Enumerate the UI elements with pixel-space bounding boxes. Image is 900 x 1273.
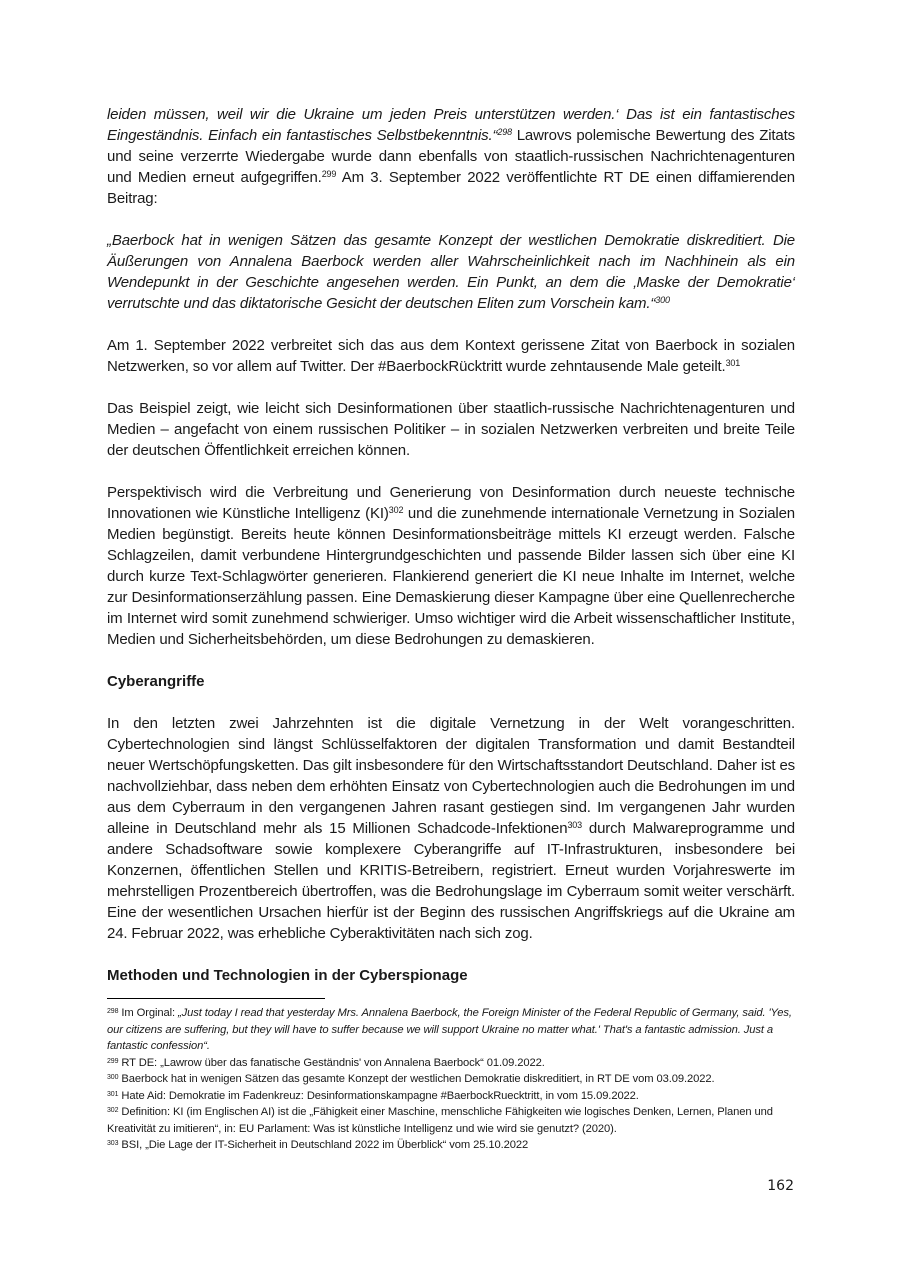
text: und die zunehmende internationale Vernetzung in Sozialen Medien begünstigt. Bereits heute können Desinformationsbeiträge mittels KI erzeugt werden. Falsche Schlagzeilen, damit verbundene Hintergrundgeschichten und passende Bilder lassen sich über eine KI durch kurze Text-Schlagwörter generieren. Flankierend generiert die KI neue Inhalte im Internet, welche zur Desinformationserzählung passen. Eine Demaskierung dieser Kampagne über eine Quellenrecherche im Internet wird somit zunehmend schwieriger. Umso wichtiger wird die Arbeit wissenschaftlicher Institute, Medien und Sicherheitsbehörden, um diese Bedrohungen zu demaskieren. (107, 505, 795, 648)
text: durch Malwareprogramme und andere Schadsoftware sowie komplexere Cyberangriffe auf IT-Infrastrukturen, insbesondere bei Konzernen, öffentlichen Stellen und KRITIS-Betreibern, registriert. Erneut wurden Vorjahreswerte im mehrstelligen Prozentbereich übertroffen, was die Bedrohungslage im Cyberraum somit weiter verschärft. Eine der wesentlichen Ursachen hierfür ist der Beginn des russischen Angriffskriegs auf die Ukraine am 24. Februar 2022, was erhebliche Cyberaktivitäten nach sich zog. (107, 820, 795, 942)
footnote-number: 300 (107, 1074, 119, 1081)
footnote-ref[interactable]: 301 (725, 358, 741, 368)
footnote-text: Im Orginal: (118, 1007, 179, 1019)
page-body (107, 104, 795, 1154)
text: Am 1. September 2022 verbreitet sich das aus dem Kontext gerissene Zitat von Baerbock in sozialen Netzwerken, so vor allem auf Twitter. Der #BaerbockRücktritt wurde zehntausende Male geteilt. (107, 337, 795, 375)
footnote-text: Hate Aid: Demokratie im Fadenkreuz: Desinformationskampagne #BaerbockRuecktritt, in vom 15.09.2022. (118, 1089, 639, 1102)
footnote-ref[interactable]: 303 (567, 820, 583, 830)
paragraph-lavrov (107, 104, 795, 209)
text: Lawrovs polemische Bewertung des Zitats und seine verzerrte Wiedergabe wurde dann ebenfalls von staatlich-russischen Nachrichtenagenturen und Medien erneut aufgegriffen. (107, 127, 795, 186)
footnote-number: 303 (107, 1140, 119, 1147)
paragraph-example: Das Beispiel zeigt, wie leicht sich Desinformationen über staatlich-russische Nachrichtenagenturen und Medien – angefacht von einem russischen Politiker – in sozialen Netzwerken verbreiten und breite Teile der deutschen Öffentlichkeit erreichen können. (107, 400, 795, 459)
footnote-298 (107, 1005, 795, 1055)
footnote-number: 299 (107, 1057, 119, 1065)
paragraph-cyber (107, 713, 795, 944)
footnote-number: 302 (107, 1107, 119, 1114)
footnote-divider (107, 998, 325, 999)
heading-cyberangriffe: Cyberangriffe (107, 673, 205, 690)
block-quote-rt (107, 230, 795, 314)
footnote-ref[interactable]: 299 (321, 169, 337, 179)
text: In den letzten zwei Jahrzehnten ist die digitale Vernetzung in der Welt vorangeschritten. Cybertechnologien sind längst Schlüsselfaktoren der digitalen Transformation und damit Bestandteil neuer Wertschöpfungsketten. Das gilt insbesondere für den Wirtschaftsstandort Deutschland. Daher ist es nachvollziehbar, dass neben dem erhöhten Einsatz von Cybertechnologien auch die Bedrohungen im und aus dem Cyberraum in den vergangenen Jahren rasant gestiegen sind. Im vergangenen Jahr wurden alleine in Deutschland mehr als 15 Millionen Schadcode-Infektionen (107, 715, 795, 837)
footnote-number: 298 (107, 1008, 119, 1015)
footnote-number: 301 (107, 1090, 119, 1098)
text: Perspektivisch wird die Verbreitung und Generierung von Desinformation durch neueste technische Innovationen wie Künstliche Intelligenz (KI) (107, 484, 795, 522)
footnote-quote: „Just today I read that yesterday Mrs. Annalena Baerbock, the Foreign Minister of the Federal Republic of Germany, said. 'Yes, our citizens are suffering, but they will have to suffer because we will support Ukraine no matter what.' That's a fantastic admission. Just a fantastic confession“. (107, 1007, 792, 1052)
text: Am 3. September 2022 veröffentlichte RT DE einen diffamierenden Beitrag: (107, 169, 795, 207)
footnote-text: BSI, „Die Lage der IT-Sicherheit in Deutschland 2022 im Überblick“ vom 25.10.2022 (118, 1139, 529, 1151)
paragraph-ai (107, 482, 795, 650)
footnote-ref[interactable]: 300 (655, 295, 670, 305)
page-number: 162 (767, 1178, 794, 1194)
footnote-ref[interactable]: 302 (388, 505, 404, 515)
footnote-ref[interactable]: 298 (497, 127, 512, 137)
footnote-302 (107, 1104, 795, 1137)
quote-text: „Baerbock hat in wenigen Sätzen das gesamte Konzept der westlichen Demokratie diskreditiert. Die Äußerungen von Annalena Baerbock werden aller Wahrscheinlichkeit nach im Nachhinein als ein Wendepunkt in der Geschichte angesehen werden. Ein Punkt, an dem die ‚Maske der Demokratie‘ verrutschte und das diktatorische Gesicht der deutschen Eliten zum Vorschein kam.“ (107, 232, 795, 312)
paragraph-twitter (107, 335, 795, 377)
footnotes (107, 1005, 795, 1154)
footnote-text: RT DE: „Lawrow über das fanatische Geständnis' von Annalena Baerbock“ 01.09.2022. (118, 1056, 545, 1069)
footnote-299 (107, 1055, 795, 1072)
footnote-text: Definition: KI (im Englischen AI) ist die „Fähigkeit einer Maschine, menschliche Fähigkeiten wie logisches Denken, Lernen, Planen und Kreativität zu imitieren“, in: EU Parlament: Was ist künstliche Intelligenz und wie wird sie genutzt? (2020). (107, 1106, 773, 1135)
footnote-303 (107, 1137, 795, 1154)
quote-fragment: leiden müssen, weil wir die Ukraine um jeden Preis unterstützen werden.‘ Das ist ein fantastisches Eingeständnis. Einfach ein fantastisches Selbstbekenntnis.“ (107, 106, 795, 144)
heading-methoden: Methoden und Technologien in der Cyberspionage (107, 967, 468, 984)
footnote-300 (107, 1071, 795, 1088)
footnote-text: Baerbock hat in wenigen Sätzen das gesamte Konzept der westlichen Demokratie diskreditiert, in RT DE vom 03.09.2022. (118, 1073, 715, 1085)
footnote-301 (107, 1088, 795, 1105)
